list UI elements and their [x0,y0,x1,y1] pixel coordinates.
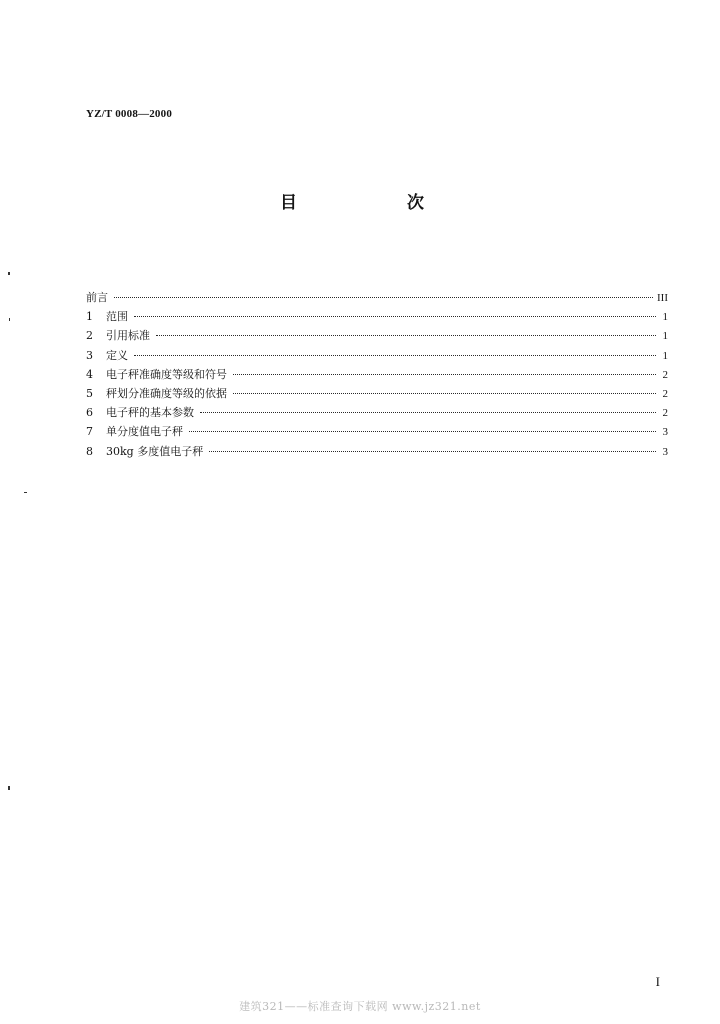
toc-entry-number: 8 [86,444,93,458]
page-number: I [655,974,660,989]
toc-entry-text: 电子秤的基本参数 [106,406,194,420]
toc-leader-dots [233,392,656,394]
toc-entry-page: 2 [662,387,668,400]
toc-entry-text: 前言 [86,291,108,304]
toc-entry-text: 秤划分准确度等级的依据 [106,386,227,400]
toc-entry-number: 4 [86,367,93,381]
toc-entry-1[interactable] [86,308,668,327]
toc-entry-3[interactable] [86,347,668,366]
standard-code: YZ/T 0008—2000 [86,108,173,120]
toc-entry-2[interactable] [86,327,668,346]
scan-artifact [9,318,10,321]
toc-entry-text: 引用标准 [106,329,150,343]
toc-leader-dots [156,334,656,336]
toc-entry-text: 电子秤准确度等级和符号 [106,367,227,381]
toc-entry-6[interactable] [86,404,668,423]
toc-entry-text: 单分度值电子秤 [106,425,183,439]
toc-entry-page: III [657,292,668,304]
toc-entry-number: 3 [86,348,93,362]
toc-entry-page: 3 [662,445,668,458]
toc-leader-dots [200,411,656,413]
table-of-contents [86,289,668,462]
toc-entry-number: 1 [86,310,93,324]
toc-entry-text: 30kg 多度值电子秤 [106,444,204,458]
toc-leader-dots [134,315,656,317]
toc-entry-page: 2 [662,407,668,420]
toc-leader-dots [134,354,656,356]
toc-entry-number: 5 [86,386,93,400]
toc-entry-8[interactable] [86,443,668,462]
toc-entry-page: 1 [662,349,668,362]
toc-entry-text: 定义 [106,348,128,362]
toc-entry-text: 范围 [106,310,128,324]
toc-leader-dots [114,296,653,298]
toc-entry-page: 1 [662,330,668,343]
toc-entry-number: 7 [86,425,93,439]
toc-leader-dots [189,430,656,432]
watermark-text: 建筑321——标准查询下载网 www.jz321.net [239,1000,481,1013]
toc-leader-dots [209,450,656,452]
toc-entry-4[interactable] [86,366,668,385]
toc-title: 目 次 [280,193,476,213]
scan-artifact [8,786,10,790]
toc-entry-7[interactable] [86,423,668,442]
toc-entry-5[interactable] [86,385,668,404]
scan-artifact [8,272,10,275]
toc-entry-page: 1 [662,311,668,324]
toc-entry-number: 2 [86,329,93,343]
toc-entry-number: 6 [86,406,93,420]
toc-entry-page: 3 [662,426,668,439]
toc-entry-page: 2 [662,368,668,381]
toc-entry-foreword[interactable] [86,289,668,308]
toc-leader-dots [233,373,656,375]
scan-artifact [24,492,27,493]
